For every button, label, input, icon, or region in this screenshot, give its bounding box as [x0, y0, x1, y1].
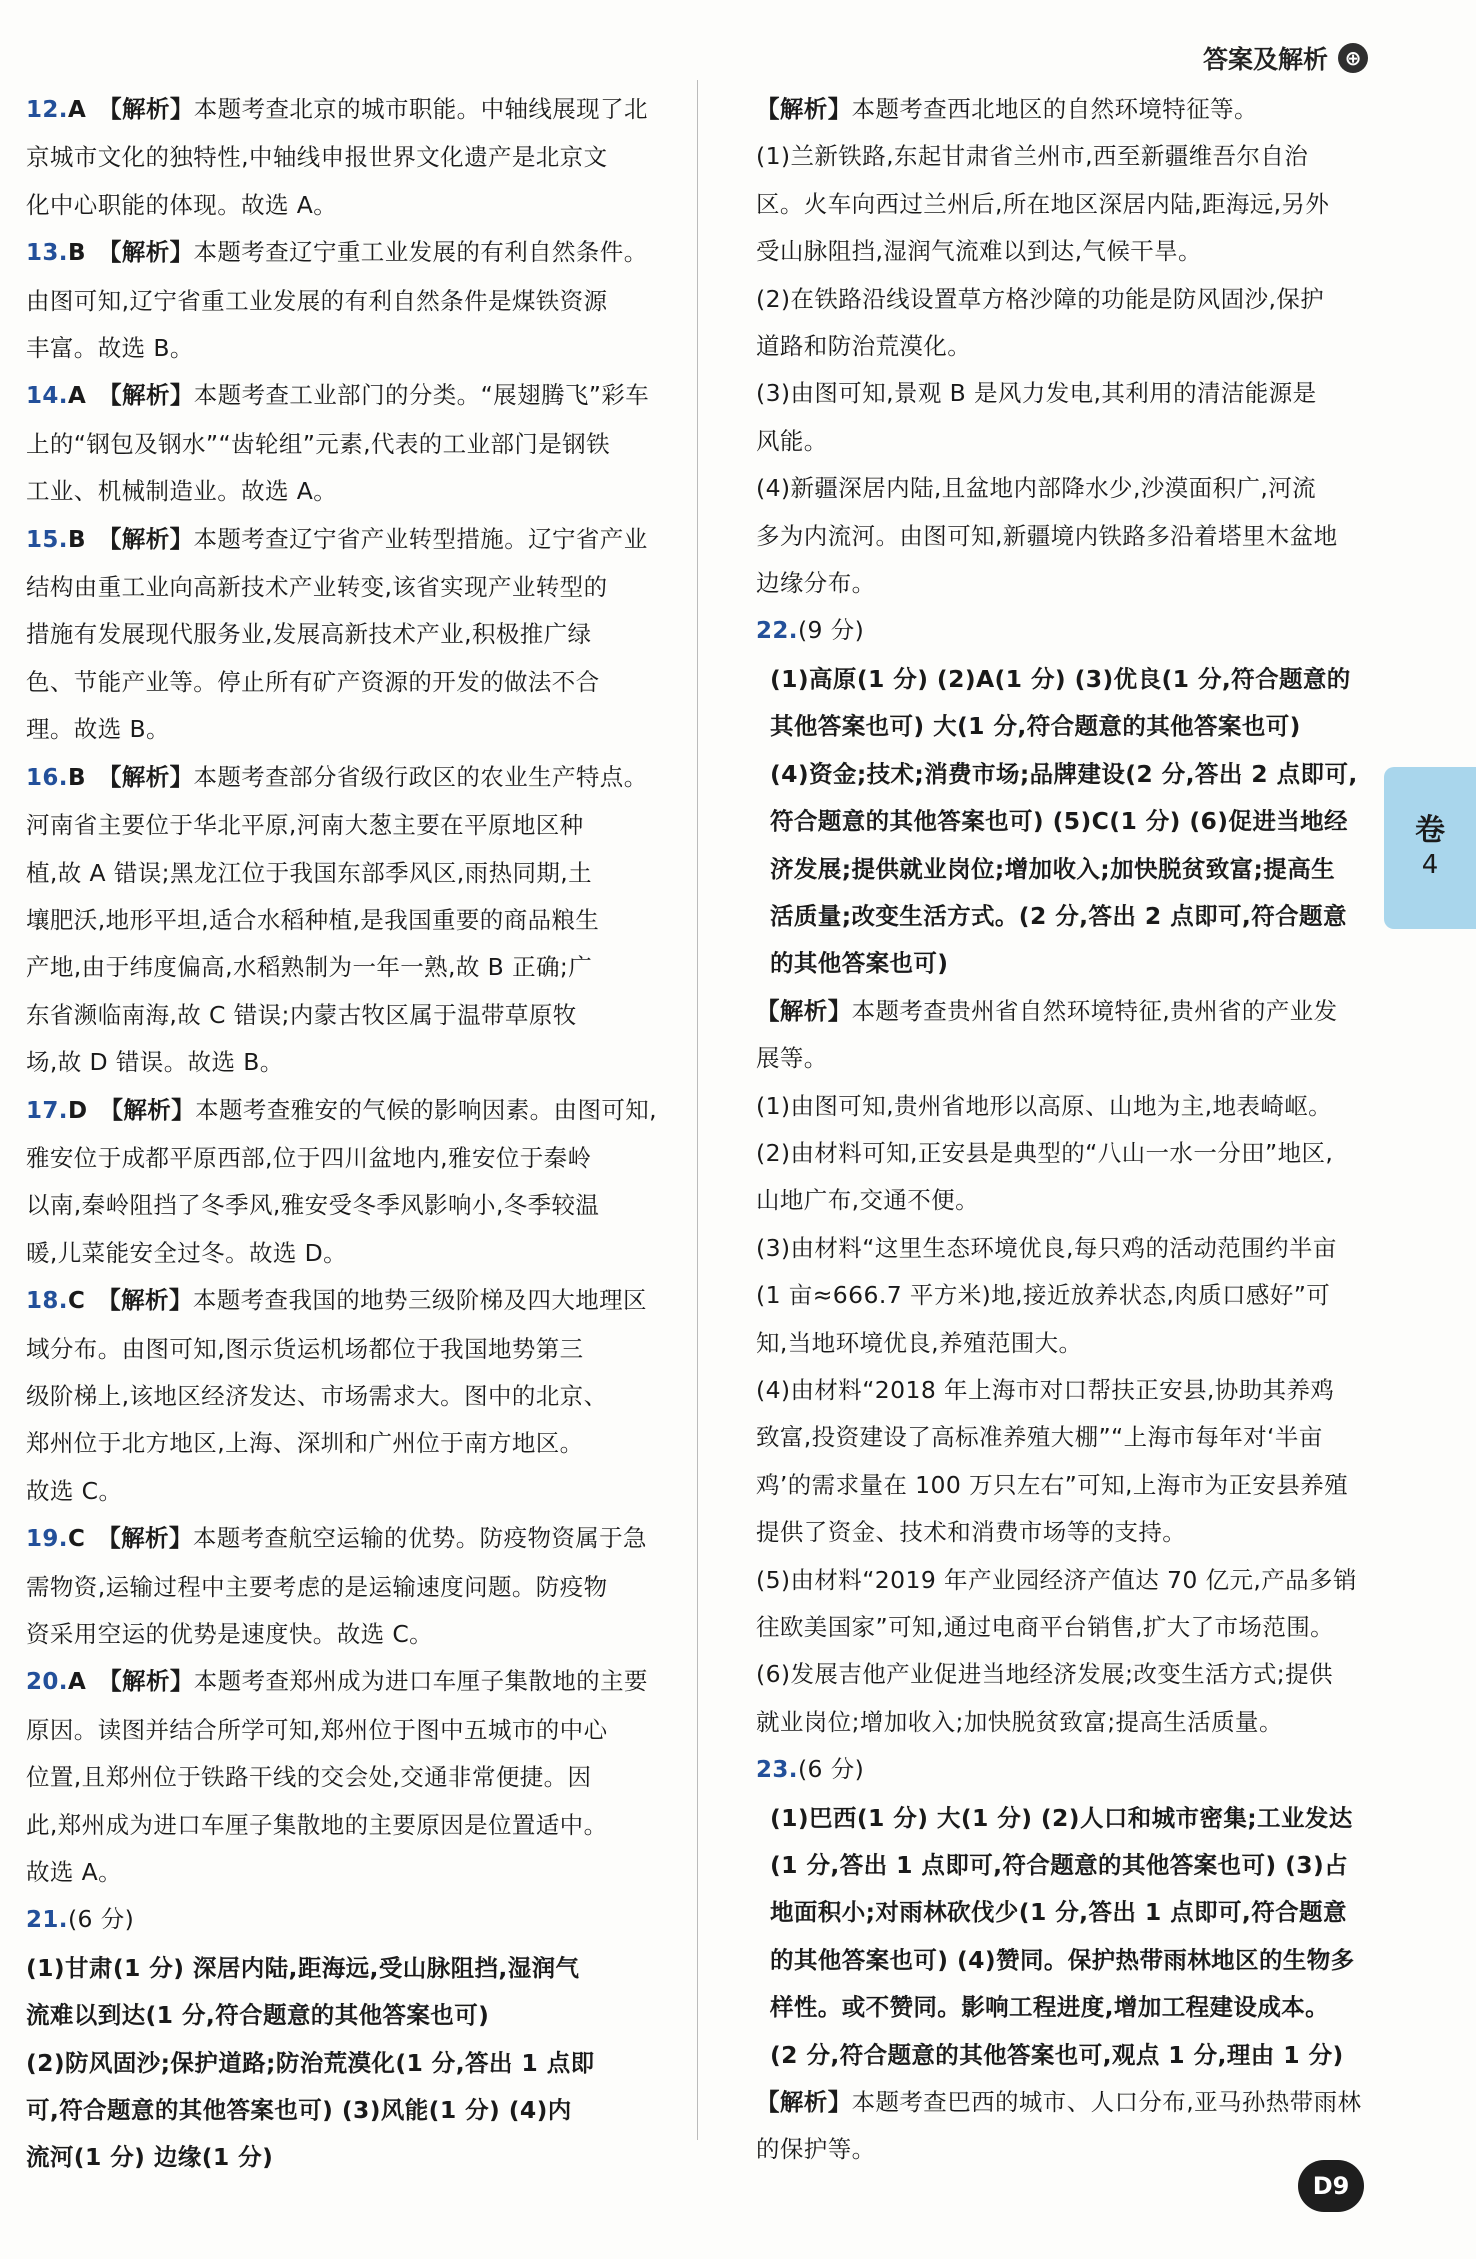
answer-line: (1 分,答出 1 点即可,符合题意的其他答案也可) (3)占: [770, 1851, 1348, 1880]
analysis-line: 区。火车向西过兰州后,所在地区深居内陆,距海远,另外: [756, 189, 1330, 218]
analysis-line: 河南省主要位于华北平原,河南大葱主要在平原地区种: [26, 811, 584, 840]
entry-first-line: [26, 1515, 676, 1563]
analysis-tag: 【解析】: [98, 381, 194, 410]
question-number: 12.: [26, 97, 68, 123]
answer-entry: [26, 86, 676, 229]
analysis-tag: 【解析】: [97, 524, 194, 553]
analysis-line: (5)由材料“2019 年产业园经济产值达 70 亿元,产品多销: [756, 1565, 1357, 1594]
question-number: 23.: [756, 1757, 798, 1784]
answer-line: (1)高原(1 分) (2)A(1 分) (3)优良(1 分,符合题意的: [770, 664, 1351, 693]
volume-tab-number: 4: [1421, 850, 1439, 880]
analysis-text: 本题考查雅安的气候的影响因素。由图可知,: [195, 1095, 658, 1124]
answer-letter: A: [67, 97, 87, 123]
answer-line: 济发展;提供就业岗位;增加收入;加快脱贫致富;提高生: [770, 854, 1335, 883]
analysis-line: 暖,儿菜能安全过冬。故选 D。: [26, 1238, 348, 1267]
analysis-line: 京城市文化的独特性,中轴线申报世界文化遗产是北京文: [26, 143, 608, 172]
analysis-line: 受山脉阻挡,湿润气流难以到达,气候干旱。: [756, 237, 1202, 266]
analysis-line: 山地广布,交通不便。: [756, 1186, 979, 1215]
analysis-line: 道路和防治荒漠化。: [756, 332, 972, 361]
answer-letter: B: [67, 240, 86, 267]
analysis-text: 本题考查工业部门的分类。“展翅腾飞”彩车: [193, 381, 650, 410]
page-number-badge: [1298, 2160, 1364, 2212]
answer-line: 的其他答案也可) (4)赞同。保护热带雨林地区的生物多: [770, 1945, 1355, 1974]
analysis-line: 故选 C。: [26, 1476, 123, 1505]
right-column: [756, 86, 1368, 2174]
answer-line: 样性。或不赞同。影响工程进度,增加工程建设成本。: [770, 1993, 1330, 2022]
analysis-line: (3)由材料“这里生态环境优良,每只鸡的活动范围约半亩: [756, 1233, 1337, 1262]
answer-letter: A: [67, 383, 87, 410]
analysis-line: 鸡’的需求量在 100 万只左右”可知,上海市为正安县养殖: [756, 1470, 1349, 1499]
analysis-line: 措施有发展现代服务业,发展高新技术产业,积极推广绿: [26, 620, 592, 649]
analysis-line: 致富,投资建设了高标准养殖大棚”“上海市每年对‘半亩: [756, 1423, 1323, 1452]
question-number: 19.: [26, 1526, 68, 1553]
analysis-line: 资采用空运的优势是速度快。故选 C。: [26, 1620, 434, 1648]
answer-letter: A: [67, 1669, 87, 1696]
answer-line: (2 分,符合题意的其他答案也可,观点 1 分,理由 1 分): [770, 2040, 1344, 2069]
analysis-line: 产地,由于纬度偏高,水稻熟制为一年一熟,故 B 正确;广: [26, 953, 593, 982]
analysis-tag: 【解析】: [97, 1524, 193, 1553]
analysis-first-line: 本题考查西北地区的自然环境特征等。: [851, 95, 1258, 123]
question-number: 21.: [26, 1907, 68, 1934]
question-number: 15.: [26, 526, 68, 553]
analysis-line: 由图可知,辽宁省重工业发展的有利自然条件是煤铁资源: [26, 286, 608, 315]
analysis-first-line: 本题考查贵州省自然环境特征,贵州省的产业发: [851, 996, 1338, 1025]
analysis-line: (1)由图可知,贵州省地形以高原、山地为主,地表崎岖。: [756, 1091, 1333, 1120]
entry-first-line: [26, 229, 676, 277]
answer-entry: [26, 516, 676, 754]
analysis-tag: 【解析】: [97, 238, 194, 267]
answer-line: 流难以到达(1 分,符合题意的其他答案也可): [26, 2001, 490, 2030]
volume-tab: [1384, 767, 1476, 929]
answer-line: (1)巴西(1 分) 大(1 分) (2)人口和城市密集;工业发达: [770, 1803, 1353, 1832]
question-21-analysis: [756, 86, 1368, 607]
analysis-line: 原因。读图并结合所学可知,郑州位于图中五城市的中心: [26, 1715, 608, 1744]
answer-line: 的其他答案也可): [770, 949, 949, 978]
question-score: (6 分): [67, 1905, 135, 1934]
answer-line: 其他答案也可) 大(1 分,符合题意的其他答案也可): [770, 712, 1301, 741]
answer-line: (1)甘肃(1 分) 深居内陆,距海远,受山脉阻挡,湿润气: [26, 1953, 580, 1982]
question-score: (6 分): [797, 1755, 865, 1784]
answer-letter: B: [67, 764, 86, 791]
answer-line: 流河(1 分) 边缘(1 分): [26, 2143, 274, 2172]
analysis-line: 化中心职能的体现。故选 A。: [26, 190, 338, 219]
question-number: 22.: [756, 618, 798, 645]
left-column: [26, 86, 676, 2182]
analysis-tag: 【解析】: [97, 1286, 193, 1315]
analysis-line: 理。故选 B。: [26, 715, 170, 744]
analysis-line: 多为内流河。由图可知,新疆境内铁路多沿着塔里木盆地: [756, 521, 1338, 550]
answer-line: 活质量;改变生活方式。(2 分,答出 2 点即可,符合题意: [770, 901, 1347, 930]
question-number: 14.: [26, 383, 68, 410]
analysis-line: 位置,且郑州位于铁路干线的交会处,交通非常便捷。因: [26, 1763, 592, 1792]
analysis-line: 壤肥沃,地形平坦,适合水稻种植,是我国重要的商品粮生: [26, 905, 600, 934]
analysis-line: 提供了资金、技术和消费市场等的支持。: [756, 1518, 1187, 1547]
analysis-text: 本题考查辽宁省产业转型措施。辽宁省产业: [193, 524, 648, 553]
answer-line: (2)防风固沙;保护道路;防治荒漠化(1 分,答出 1 点即: [26, 2048, 595, 2077]
analysis-line: 需物资,运输过程中主要考虑的是运输速度问题。防疫物: [26, 1572, 608, 1601]
analysis-line: (1)兰新铁路,东起甘肃省兰州市,西至新疆维吾尔自治: [756, 142, 1309, 171]
entry-first-line: [26, 372, 676, 420]
analysis-line: 故选 A。: [26, 1858, 123, 1887]
analysis-tag: 【解析】: [756, 95, 852, 123]
question-21: [26, 1896, 676, 2181]
analysis-line: (2)在铁路沿线设置草方格沙障的功能是防风固沙,保护: [756, 284, 1325, 313]
question-23: [756, 1746, 1368, 2174]
column-divider: [697, 80, 698, 2140]
analysis-line: 边缘分布。: [756, 569, 876, 598]
answer-entry: [26, 1277, 676, 1515]
answer-line: 符合题意的其他答案也可) (5)C(1 分) (6)促进当地经: [770, 807, 1348, 836]
analysis-line: 就业岗位;增加收入;加快脱贫致富;提高生活质量。: [756, 1707, 1283, 1736]
question-score: (9 分): [797, 616, 865, 645]
answer-line: 地面积小;对雨林砍伐少(1 分,答出 1 点即可,符合题意: [770, 1898, 1347, 1927]
analysis-line: 此,郑州成为进口车厘子集散地的主要原因是位置适中。: [26, 1810, 608, 1839]
analysis-tag: 【解析】: [756, 2088, 852, 2117]
question-number: 16.: [26, 764, 68, 791]
analysis-line: 丰富。故选 B。: [26, 334, 194, 363]
analysis-line: (3)由图可知,景观 B 是风力发电,其利用的清洁能源是: [756, 379, 1317, 408]
analysis-line: 的保护等。: [756, 2135, 876, 2164]
entry-first-line: [26, 1277, 676, 1325]
analysis-text: 本题考查航空运输的优势。防疫物资属于急: [192, 1524, 647, 1553]
question-number: 13.: [26, 240, 68, 267]
entry-first-line: [26, 754, 676, 802]
analysis-line: 雅安位于成都平原西部,位于四川盆地内,雅安位于秦岭: [26, 1143, 592, 1172]
volume-tab-label: 卷: [1415, 813, 1445, 848]
analysis-line: 风能。: [756, 426, 828, 455]
analysis-text: 本题考查辽宁重工业发展的有利自然条件。: [193, 238, 648, 267]
analysis-line: 郑州位于北方地区,上海、深圳和广州位于南方地区。: [26, 1429, 584, 1458]
analysis-line: 植,故 A 错误;黑龙江位于我国东部季风区,雨热同期,土: [26, 858, 593, 887]
analysis-line: 域分布。由图可知,图示货运机场都位于我国地势第三: [26, 1334, 584, 1363]
entry-first-line: [26, 516, 676, 564]
analysis-line: (4)新疆深居内陆,且盆地内部降水少,沙漠面积广,河流: [756, 474, 1316, 503]
analysis-text: 本题考查郑州成为进口车厘子集散地的主要: [193, 1667, 648, 1696]
answer-letter: C: [67, 1526, 86, 1553]
header-title: 答案及解析: [1202, 45, 1328, 74]
analysis-tag: 【解析】: [97, 762, 194, 791]
answer-entry: [26, 1087, 676, 1278]
answer-entry: [26, 1658, 676, 1896]
analysis-line: 往欧美国家”可知,通过电商平台销售,扩大了市场范围。: [756, 1613, 1335, 1641]
answer-entry: [26, 229, 676, 372]
analysis-line: (1 亩≈666.7 平方米)地,接近放养状态,肉质口感好”可: [756, 1281, 1331, 1310]
analysis-tag: 【解析】: [99, 1095, 196, 1124]
question-number: 17.: [26, 1097, 68, 1124]
analysis-text: 本题考查部分省级行政区的农业生产特点。: [193, 762, 648, 791]
question-number: 18.: [26, 1288, 68, 1315]
answer-letter: B: [67, 526, 86, 553]
analysis-line: 展等。: [756, 1044, 828, 1073]
analysis-tag: 【解析】: [756, 996, 852, 1025]
page-header: [1203, 40, 1368, 76]
entry-first-line: [26, 1087, 676, 1135]
analysis-line: 工业、机械制造业。故选 A。: [26, 477, 338, 506]
entry-first-line: [26, 86, 676, 134]
analysis-tag: 【解析】: [98, 95, 194, 123]
analysis-line: (4)由材料“2018 年上海市对口帮扶正安县,协助其养鸡: [756, 1375, 1335, 1404]
analysis-line: 结构由重工业向高新技术产业转变,该省实现产业转型的: [26, 573, 608, 602]
answer-entry: [26, 372, 676, 515]
analysis-line: 东省濒临南海,故 C 错误;内蒙古牧区属于温带草原牧: [26, 1000, 577, 1029]
entry-first-line: [26, 1658, 676, 1706]
analysis-line: 知,当地环境优良,养殖范围大。: [756, 1328, 1083, 1357]
question-22: [756, 607, 1368, 1746]
analysis-line: 上的“钢包及钢水”“齿轮组”元素,代表的工业部门是钢铁: [26, 429, 610, 458]
answer-entry: [26, 1515, 676, 1658]
analysis-tag: 【解析】: [98, 1667, 194, 1696]
analysis-line: 以南,秦岭阻挡了冬季风,雅安受冬季风影响小,冬季较温: [26, 1191, 600, 1220]
answer-entry: [26, 754, 676, 1087]
analysis-line: (2)由材料可知,正安县是典型的“八山一水一分田”地区,: [756, 1138, 1334, 1167]
question-number: 20.: [26, 1669, 68, 1696]
analysis-line: 色、节能产业等。停止所有矿产资源的开发的做法不合: [26, 667, 600, 696]
analysis-first-line: 本题考查巴西的城市、人口分布,亚马孙热带雨林: [851, 2088, 1362, 2117]
analysis-line: 级阶梯上,该地区经济发达、市场需求大。图中的北京、: [26, 1381, 608, 1410]
page-number: D9: [1312, 2172, 1350, 2200]
answer-line: (4)资金;技术;消费市场;品牌建设(2 分,答出 2 点即可,: [770, 759, 1358, 788]
analysis-line: 场,故 D 错误。故选 B。: [26, 1048, 284, 1077]
answer-line: 可,符合题意的其他答案也可) (3)风能(1 分) (4)内: [26, 2096, 572, 2125]
answer-letter: C: [67, 1288, 86, 1315]
analysis-text: 本题考查我国的地势三级阶梯及四大地理区: [192, 1286, 647, 1315]
analysis-line: (6)发展吉他产业促进当地经济发展;改变生活方式;提供: [756, 1660, 1333, 1689]
answer-letter: D: [67, 1097, 88, 1124]
analysis-text: 本题考查北京的城市职能。中轴线展现了北: [193, 95, 648, 123]
globe-icon: ⊕: [1338, 43, 1368, 73]
